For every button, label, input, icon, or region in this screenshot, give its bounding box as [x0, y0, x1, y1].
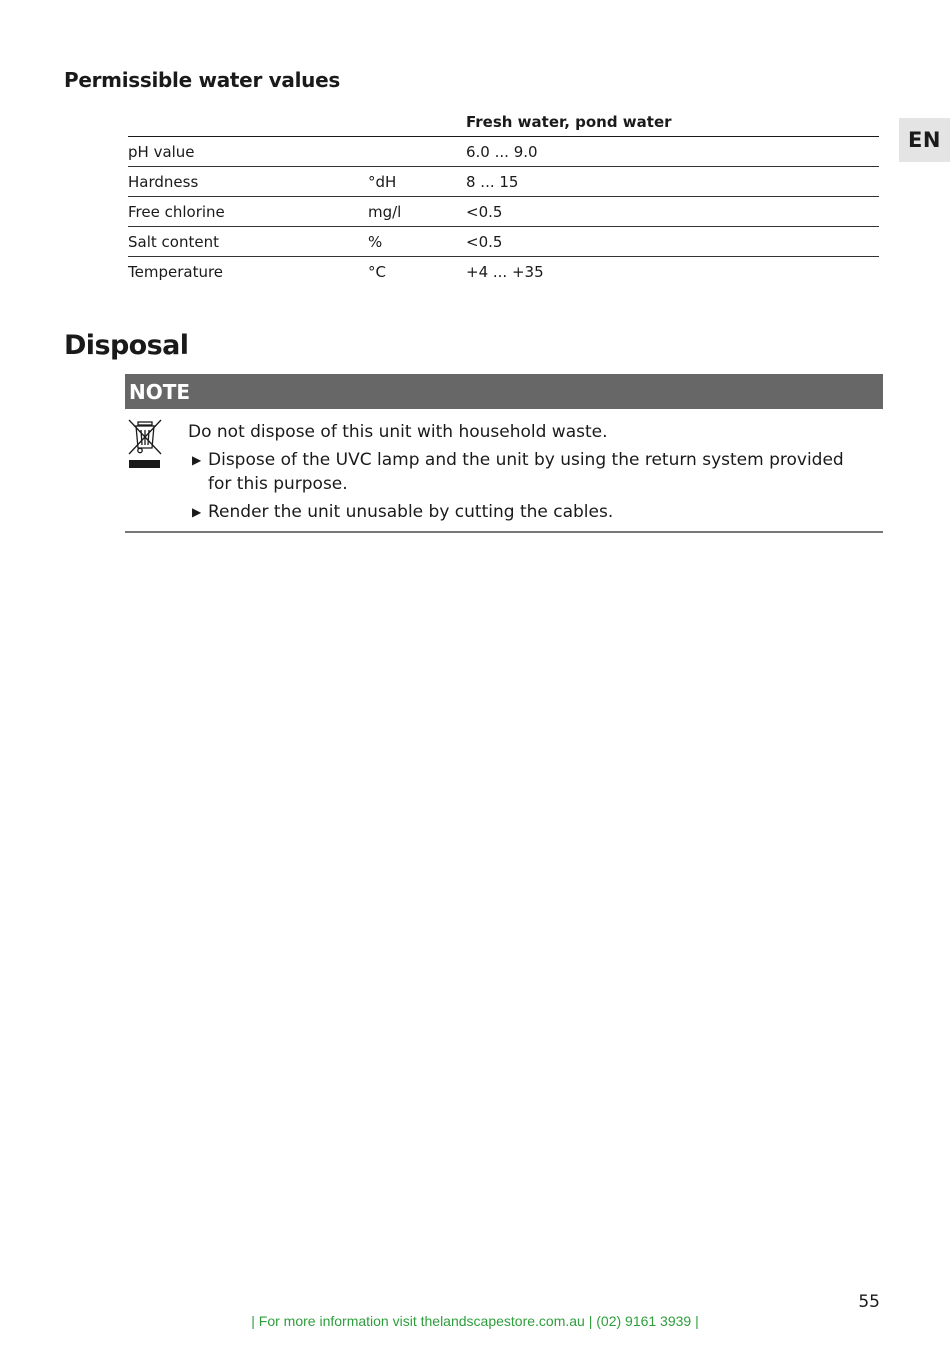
disposal-title: Disposal	[64, 330, 189, 361]
row-unit: %	[368, 227, 466, 257]
header-parameter	[128, 108, 368, 137]
row-value: <0.5	[466, 227, 879, 257]
water-values-table	[128, 108, 879, 286]
row-unit	[368, 137, 466, 167]
footer-info: | For more information visit thelandscapestore.com.au | (02) 9161 3939 |	[251, 1313, 699, 1329]
row-parameter: Salt content	[128, 227, 368, 257]
header-value: Fresh water, pond water	[466, 108, 879, 137]
table-row	[128, 197, 879, 227]
crossed-out-wheelie-bin-icon	[127, 418, 163, 472]
row-parameter: Free chlorine	[128, 197, 368, 227]
row-unit: °dH	[368, 167, 466, 197]
row-value: 6.0 ... 9.0	[466, 137, 879, 167]
table-row	[128, 167, 879, 197]
table-row	[128, 137, 879, 167]
list-item	[188, 448, 868, 496]
row-unit: °C	[368, 262, 386, 281]
row-unit: mg/l	[368, 197, 466, 227]
note-intro: Do not dispose of this unit with household waste.	[188, 422, 608, 442]
row-parameter: Hardness	[128, 167, 368, 197]
table-row	[128, 227, 879, 257]
row-parameter: Temperature	[128, 262, 224, 281]
table-row	[128, 257, 879, 287]
row-value: <0.5	[466, 197, 879, 227]
triangle-right-icon: ▶	[192, 505, 202, 519]
page-number: 55	[858, 1292, 880, 1312]
language-tab: EN	[899, 118, 950, 162]
triangle-right-icon: ▶	[192, 453, 202, 467]
table-header-row	[128, 108, 879, 137]
header-unit	[368, 108, 466, 137]
list-item	[188, 500, 868, 524]
bullet-text: Render the unit unusable by cutting the cables.	[208, 502, 614, 522]
note-content	[188, 420, 868, 524]
section-title-water-values: Permissible water values	[64, 68, 340, 92]
row-value: +4 ... +35	[466, 262, 544, 281]
note-banner: NOTE	[125, 374, 883, 409]
row-value: 8 ... 15	[466, 167, 879, 197]
row-parameter: pH value	[128, 137, 368, 167]
bullet-text: Dispose of the UVC lamp and the unit by using the return system provided for this purpose.	[208, 450, 844, 494]
note-divider	[125, 531, 883, 533]
